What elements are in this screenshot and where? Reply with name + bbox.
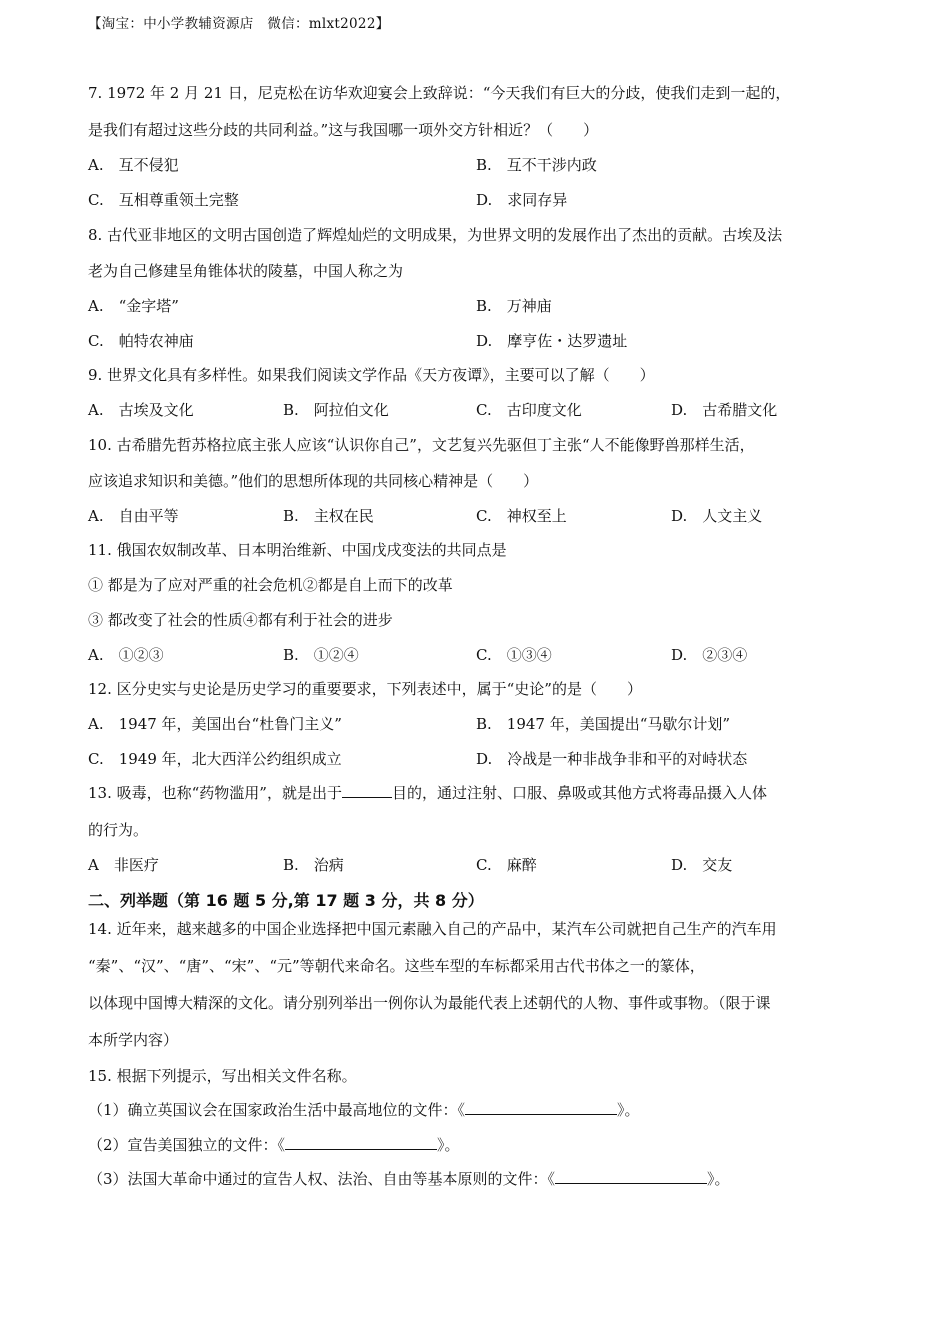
q7-option-b: B. 互不干涉内政 — [476, 156, 597, 174]
q15-item-2-answer-blank[interactable] — [285, 1135, 437, 1150]
q8-stem-line1: 8. 古代亚非地区的文明古国创造了辉煌灿烂的文明成果，为世界文明的发展作出了杰出的贡献。古埃及法 — [88, 226, 783, 244]
q14-stem-line1: 14. 近年来，越来越多的中国企业选择把中国元素融入自己的产品中，某汽车公司就把自己生产的汽车用 — [88, 920, 777, 938]
q11-option-c: C. ①③④ — [476, 646, 552, 664]
q10-option-a: A. 自由平等 — [88, 507, 179, 525]
q14-stem-line3: 以体现中国博大精深的文化。请分别列举出一例你认为最能代表上述朝代的人物、事件或事物。（限于课 — [88, 994, 771, 1012]
q7-stem-line1: 7. 1972 年 2 月 21 日，尼克松在访华欢迎宴会上致辞说：“今天我们有巨大的分歧，使我们走到一起的， — [88, 84, 791, 102]
q12-option-a: A. 1947 年，美国出台“杜鲁门主义” — [88, 715, 342, 733]
q13-option-c: C. 麻醉 — [476, 856, 537, 874]
q15-item-1 — [88, 1099, 640, 1120]
q8-option-b: B. 万神庙 — [476, 297, 552, 315]
q10-stem-line1: 10. 古希腊先哲苏格拉底主张人应该“认识你自己”，文艺复兴先驱但丁主张“人不能像野兽那样生活， — [88, 436, 755, 454]
q13-stem-line1 — [88, 782, 767, 803]
q8-option-a: A. “金字塔” — [88, 297, 179, 315]
q10-option-d: D. 人文主义 — [671, 507, 763, 525]
q15-item-2-close: 》。 — [437, 1136, 460, 1154]
q9-option-a: A. 古埃及文化 — [88, 401, 194, 419]
q11-option-b: B. ①②④ — [283, 646, 359, 664]
q9-option-b: B. 阿拉伯文化 — [283, 401, 389, 419]
q15-item-3 — [88, 1168, 730, 1189]
q15-item-3-prompt: （3）法国大革命中通过的宣告人权、法治、自由等基本原则的文件：《 — [88, 1170, 556, 1188]
q7-stem-line2: 是我们有超过这些分歧的共同利益。”这与我国哪一项外交方针相近？（ ） — [88, 121, 599, 139]
q15-item-2 — [88, 1134, 460, 1155]
q11-statement-1-2: ① 都是为了应对严重的社会危机②都是自上而下的改革 — [88, 576, 453, 594]
q11-option-a: A. ①②③ — [88, 646, 164, 664]
q8-option-c: C. 帕特农神庙 — [88, 332, 194, 350]
q12-option-c: C. 1949 年，北大西洋公约组织成立 — [88, 750, 342, 768]
q15-stem-line1: 15. 根据下列提示，写出相关文件名称。 — [88, 1067, 357, 1085]
q15-item-2-prompt: （2）宣告美国独立的文件：《 — [88, 1136, 286, 1154]
q11-option-d: D. ②③④ — [671, 646, 748, 664]
q10-option-b: B. 主权在民 — [283, 507, 374, 525]
q9-option-c: C. 古印度文化 — [476, 401, 582, 419]
q7-option-d: D. 求同存异 — [476, 191, 568, 209]
q11-statement-3-4: ③ 都改变了社会的性质④都有利于社会的进步 — [88, 611, 393, 629]
q12-option-b: B. 1947 年，美国提出“马歇尔计划” — [476, 715, 731, 733]
q10-stem-line2: 应该追求知识和美德。”他们的思想所体现的共同核心精神是（ ） — [88, 472, 539, 490]
q14-stem-line2: “秦”、“汉”、“唐”、“宋”、“元”等朝代来命名。这些车型的车标都采用古代书体之一的篆体， — [88, 957, 705, 975]
section-heading-listing: 二、列举题（第 16 题 5 分,第 17 题 3 分，共 8 分） — [88, 891, 484, 910]
q13-stem-part1: 13. 吸毒，也称“药物滥用”，就是出于 — [88, 784, 342, 802]
q15-item-1-close: 》。 — [617, 1101, 640, 1119]
q12-stem-line1: 12. 区分史实与史论是历史学习的重要要求，下列表述中，属于“史论”的是（ ） — [88, 680, 642, 698]
q9-stem-line1: 9. 世界文化具有多样性。如果我们阅读文学作品《天方夜谭》，主要可以了解（ ） — [88, 366, 655, 384]
q13-stem-part2: 目的，通过注射、口服、鼻吸或其他方式将毒品摄入人体 — [391, 784, 767, 802]
q15-item-3-answer-blank[interactable] — [555, 1169, 707, 1184]
q13-answer-blank[interactable] — [342, 783, 392, 798]
q14-stem-line4: 本所学内容） — [88, 1031, 179, 1049]
q8-stem-line2: 老为自己修建呈角锥体状的陵墓，中国人称之为 — [88, 262, 404, 280]
q13-option-a: A 非医疗 — [88, 856, 159, 874]
q15-item-3-close: 》。 — [707, 1170, 730, 1188]
q15-item-1-prompt: （1）确立英国议会在国家政治生活中最高地位的文件：《 — [88, 1101, 466, 1119]
q7-option-c: C. 互相尊重领土完整 — [88, 191, 239, 209]
q13-stem-line2: 的行为。 — [88, 821, 149, 839]
q7-option-a: A. 互不侵犯 — [88, 156, 179, 174]
q11-stem-line1: 11. 俄国农奴制改革、日本明治维新、中国戊戌变法的共同点是 — [88, 541, 507, 559]
watermark-header: 【淘宝：中小学教辅资源店 微信：mlxt2022】 — [88, 16, 390, 32]
q8-option-d: D. 摩亨佐・达罗遗址 — [476, 332, 628, 350]
q13-option-d: D. 交友 — [671, 856, 733, 874]
q12-option-d: D. 冷战是一种非战争非和平的对峙状态 — [476, 750, 748, 768]
q9-option-d: D. 古希腊文化 — [671, 401, 778, 419]
q13-option-b: B. 治病 — [283, 856, 344, 874]
q10-option-c: C. 神权至上 — [476, 507, 567, 525]
q15-item-1-answer-blank[interactable] — [465, 1100, 617, 1115]
